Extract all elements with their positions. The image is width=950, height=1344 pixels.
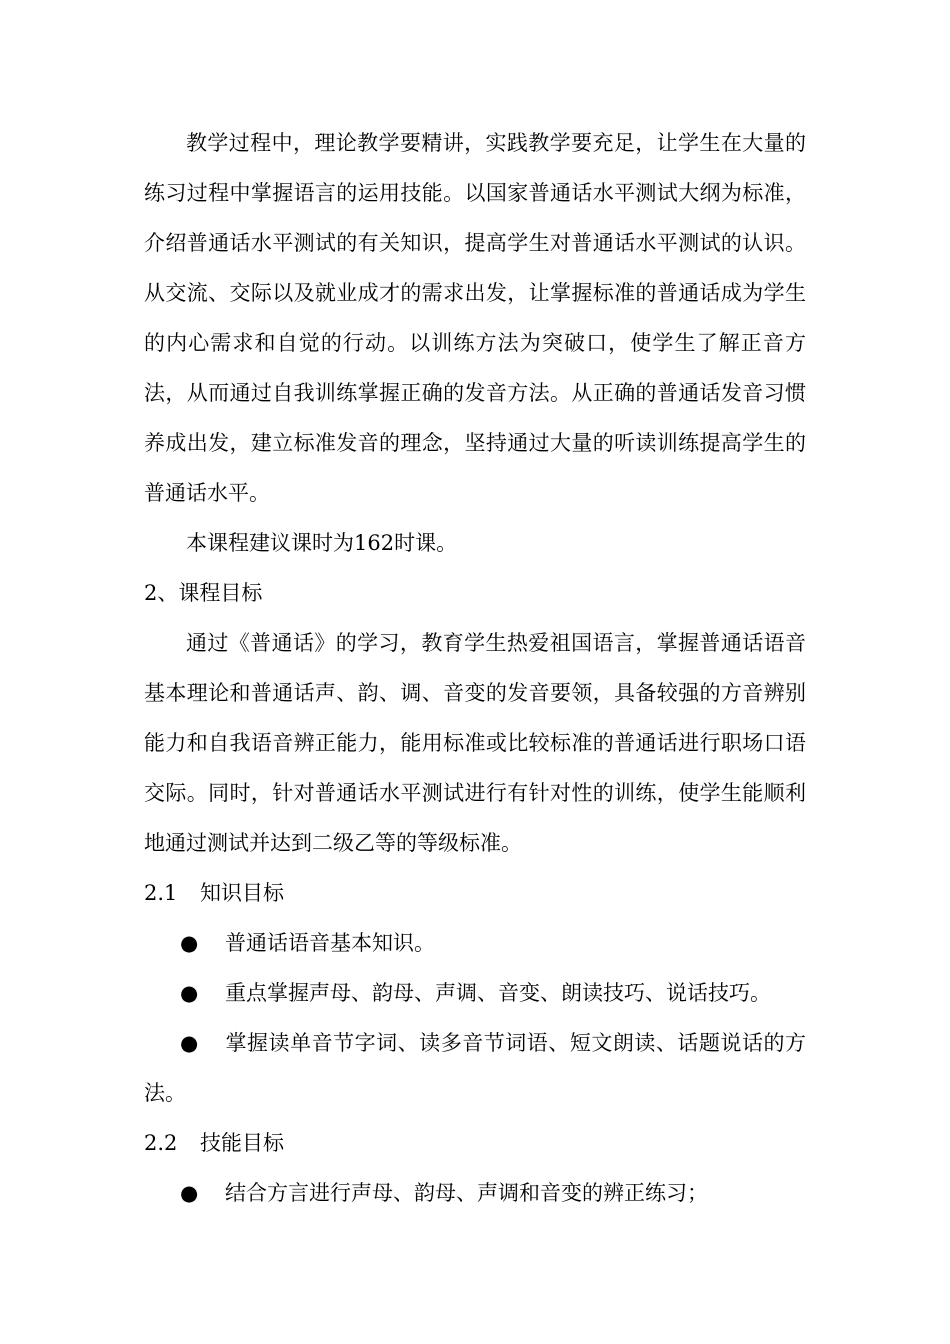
bullet-icon: ● — [180, 1181, 199, 1205]
paragraph-teaching-process: 教学过程中，理论教学要精讲，实践教学要充足，让学生在大量的练习过程中掌握语言的运用技能。以国家普通话水平测试大纲为标准，介绍普通话水平测试的有关知识，提高学生对普通话水平测试的认识。从交流、交际以及就业成才的需求出发，让掌握标准的普通话成为学生的内心需求和自觉的行动。以训练方法为突破口，使学生了解正音方法，从而通过自我训练掌握正确的发音方法。从正确的普通话发音习惯养成出发，建立标准发音的理念，坚持通过大量的听读训练提高学生的普通话水平。 — [144, 131, 806, 505]
heading-knowledge-goals — [144, 868, 806, 918]
heading-number: 2.1 — [144, 881, 178, 905]
list-item — [144, 968, 806, 1018]
heading-title: 知识目标 — [200, 881, 284, 905]
paragraph-course-hours: 本课程建议课时为162时课。 — [186, 531, 458, 555]
bullet-icon: ● — [180, 931, 199, 955]
list-item-text: 结合方言进行声母、韵母、声调和音变的辨正练习； — [225, 1181, 708, 1205]
heading-title: 技能目标 — [200, 1131, 284, 1155]
list-item-text: 重点掌握声母、韵母、声调、音变、朗读技巧、说话技巧。 — [225, 981, 771, 1005]
list-item-text: 普通话语音基本知识。 — [225, 931, 435, 955]
heading-course-goals: 2、课程目标 — [144, 581, 263, 605]
bullet-icon: ● — [180, 1031, 199, 1055]
list-item-text: 掌握读单音节字词、读多音节词语、短文朗读、话题说话的方法。 — [144, 1031, 806, 1105]
list-item — [144, 918, 806, 968]
document-page — [144, 118, 806, 1218]
heading-number: 2.2 — [144, 1131, 178, 1155]
list-item — [144, 1018, 806, 1118]
heading-skill-goals — [144, 1118, 806, 1168]
list-item — [144, 1168, 806, 1218]
bullet-icon: ● — [180, 981, 199, 1005]
paragraph-course-goals: 通过《普通话》的学习，教育学生热爱祖国语言，掌握普通话语音基本理论和普通话声、韵、调、音变的发音要领，具备较强的方音辨别能力和自我语音辨正能力，能用标准或比较标准的普通话进行职场口语交际。同时，针对普通话水平测试进行有针对性的训练，使学生能顺利地通过测试并达到二级乙等的等级标准。 — [144, 631, 806, 855]
